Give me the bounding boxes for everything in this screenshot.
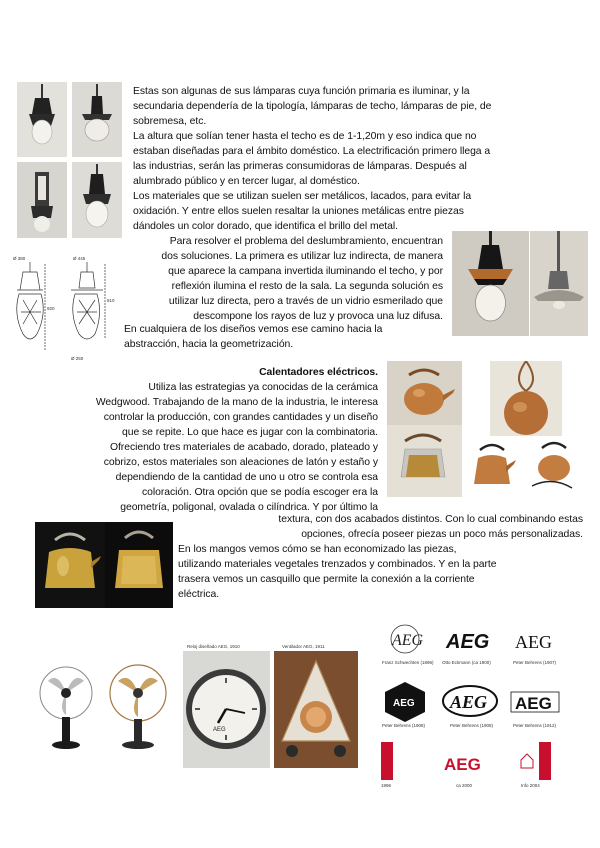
text-line: En los mangos vemos cómo se han economizado las piezas, [178,544,457,555]
text-line: dándoles un color dorado, que identifica el brillo del metal. [133,221,398,232]
lamp-photo-2 [72,82,122,157]
kettle-photo-4 [462,436,522,493]
text-line: que se repite. Lo que hace es jugar con la combinatoria. [122,427,378,438]
kettle-photo-1 [387,361,462,425]
logo-caption: 1996 [381,783,392,788]
text-line: las industrias, serán las primeras consumidoras de lámparas. Después al [133,161,467,172]
text-line: sobremesa, etc. [133,116,207,127]
drawing-label-d3: Ø 250 [71,356,84,361]
text-line: opciones, ofrecía poseer piezas un poco más personalizadas. [301,529,583,540]
aeg-logo-2 [440,620,500,668]
lamp-photo-3 [17,162,67,238]
heaters-paragraph [95,365,378,515]
text-line: Para resolver el problema del deslumbramiento, encuentran [169,236,443,247]
logo-text: AEG [444,755,481,774]
text-line: La altura que solían tener hasta el techo es de 1-1,20m y eso indica que no [133,131,477,142]
text-line: cobrizo, estos materiales son aleaciones de latón y estaño y [103,457,378,468]
aeg-logo-9 [505,740,565,790]
kettle-photo-3 [490,361,562,441]
kettle-photo-5 [522,436,588,493]
text-line: dependiendo de la cantidad de uno u otro se controla esa [115,472,378,483]
heater-caption: Ventilador AEG, 1911 [282,644,325,649]
lamp-photo-6 [530,231,588,336]
aeg-logo-8 [440,740,500,790]
drawing-label-h2: 810 [107,298,115,303]
text-line: trasera vemos un casquillo que permite la conexión a la corriente [178,574,475,585]
text-line: eléctrica. [178,589,220,600]
text-line: utilizar luz directa, pero a través de un vidrio esmerilado que [168,296,443,307]
text-line: Utiliza las estrategias ya conocidas de la cerámica [148,382,378,393]
text-line: Estas son algunas de sus lámparas cuya función primaria es iluminar, y la [133,86,470,97]
clock-photo [183,651,270,768]
text-line: Ofreciendo tres materiales de acabado, dorado, plateado y [109,442,378,453]
drawing-label-d1: Ø 380 [13,256,26,261]
text-line: textura, con dos acabados distintos. Con lo cual combinando estas [278,514,583,525]
text-line: dos soluciones. La primera es utilizar luz indirecta, de manera [161,251,443,262]
text-line: En cualquiera de los diseños vemos ese camino hacia la [124,324,383,335]
text-line: descompone los rayos de luz y provoca una luz difusa. [193,311,443,322]
logo-caption: Franz Schwechten (1896) [382,660,434,665]
logo-text: AEG [450,692,488,712]
aeg-logo-3 [505,620,565,668]
lamp-photo-5 [452,231,529,336]
text-line: geometría, poligonal, ovalada o cilíndrica. Y por último la [120,502,378,513]
fan-photo-2 [101,655,176,753]
text-line: oxidación. Y entre ellos suelen resaltar la uniones metálicas entre piezas [133,206,464,217]
text-line: que aparece la campana invertida iluminando el techo, y por [168,266,443,277]
lamps-intro-paragraph [133,84,533,129]
text-line: reflexión ilumina el resto de la sala. La segunda solución es [171,281,443,292]
logo-caption: Info 2004 [521,783,540,788]
logo-caption: ca 2000 [456,783,473,788]
aeg-logo-6 [505,680,565,730]
gold-kettle-photo-2 [105,522,173,608]
logo-caption: Peter Behrens (1907) [513,660,557,665]
text-line: Wedgwood. Trabajando de la mano de la industria, le interesa [95,397,378,408]
drawing-label-d2: Ø 445 [73,256,86,261]
heater-photo [274,651,358,768]
aeg-logo-1 [378,620,433,668]
text-line: utilizando materiales vegetales trenzados y combinados. Y en la parte [178,559,497,570]
lamp-technical-drawing [5,250,120,368]
drawing-label-h1: 920 [47,306,55,311]
lamps-height-paragraph [133,129,533,189]
aeg-logo-4 [378,680,433,730]
section-title: Calentadores eléctricos. [259,367,378,378]
lamps-materials-paragraph [133,189,533,234]
kettle-photo-2 [387,425,462,497]
logo-text: AEG [395,753,401,767]
clock-brand-text: AEG [213,727,226,733]
logo-caption: Otto Eckmann (ca 1900) [442,660,491,665]
logo-text: AEG [393,698,415,709]
text-line: abstracción, hacia la geometrización. [124,339,294,350]
text-line: alumbrado público y en tercer lugar, al doméstico. [133,176,360,187]
aeg-logo-7 [378,740,433,790]
aeg-logo-5 [440,680,500,730]
lamps-abstraction-paragraph [124,322,444,352]
logo-caption: Peter Behrens (1912) [513,723,557,728]
lamps-glare-paragraph [122,234,443,324]
logo-caption: Peter Behrens (1908) [450,723,494,728]
text-line: coloración. Otra opción que se podía escoger era la [141,487,378,498]
logo-text: AEG [553,753,559,767]
text-line: secundaria dependería de la tipología, lámparas de techo, lámparas de pie, de [133,101,492,112]
gold-kettle-photo-1 [35,522,105,608]
text-line: estaban diseñadas para el ámbito doméstico. La electrificación primero llega a [133,146,491,157]
logo-text: AEG [515,632,552,652]
logo-text: AEG [515,694,552,713]
logo-text: AEG [392,632,424,649]
text-line: Los materiales que se utilizan suelen ser metálicos, lacados, para evitar la [133,191,472,202]
logo-text: AEG [446,631,490,653]
heaters-paragraph-continued [178,512,583,602]
lamp-photo-1 [17,82,67,157]
logo-caption: Peter Behrens (1908) [382,723,426,728]
lamp-photo-4 [72,162,122,238]
text-line: controlar la producción, con grandes cantidades y un diseño [103,412,378,423]
fan-photo-1 [34,655,99,753]
clock-caption: Reloj diseñado AEG, 1910 [187,644,240,649]
